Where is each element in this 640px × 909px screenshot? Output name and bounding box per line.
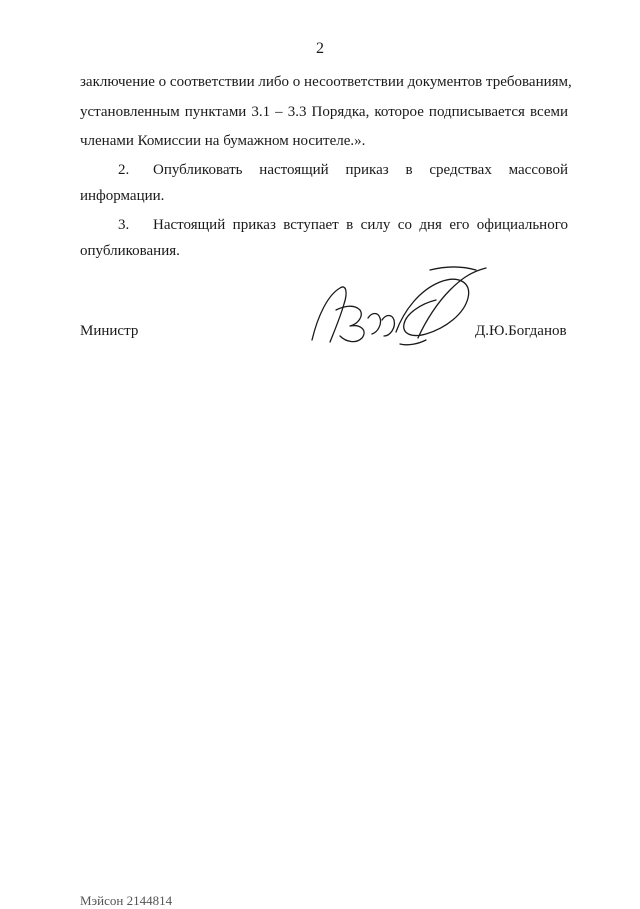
signature-title: Министр xyxy=(80,323,139,339)
list-item-first-line: Опубликовать настоящий приказ в средствах массовой xyxy=(153,162,568,178)
paragraph-line-2: установленным пунктами 3.1 – 3.3 Порядка, которое подписывается всеми xyxy=(80,104,568,120)
page-number: 2 xyxy=(316,40,324,57)
paragraph-line-1: заключение о соответствии либо о несоответствии документов требованиям, xyxy=(80,74,572,90)
list-item-number: 2. xyxy=(118,162,130,178)
list-item-continuation: опубликования. xyxy=(80,243,180,259)
list-item-first-line: Настоящий приказ вступает в силу со дня его официального xyxy=(153,217,568,233)
signatory-name: Д.Ю.Богданов xyxy=(475,323,567,339)
handwritten-signature xyxy=(300,260,490,350)
footer-mark: Мэйсон 2144814 xyxy=(80,893,173,908)
paragraph-line-3: членами Комиссии на бумажном носителе.». xyxy=(80,133,366,149)
list-item-number: 3. xyxy=(118,217,130,233)
list-item-continuation: информации. xyxy=(80,188,165,204)
